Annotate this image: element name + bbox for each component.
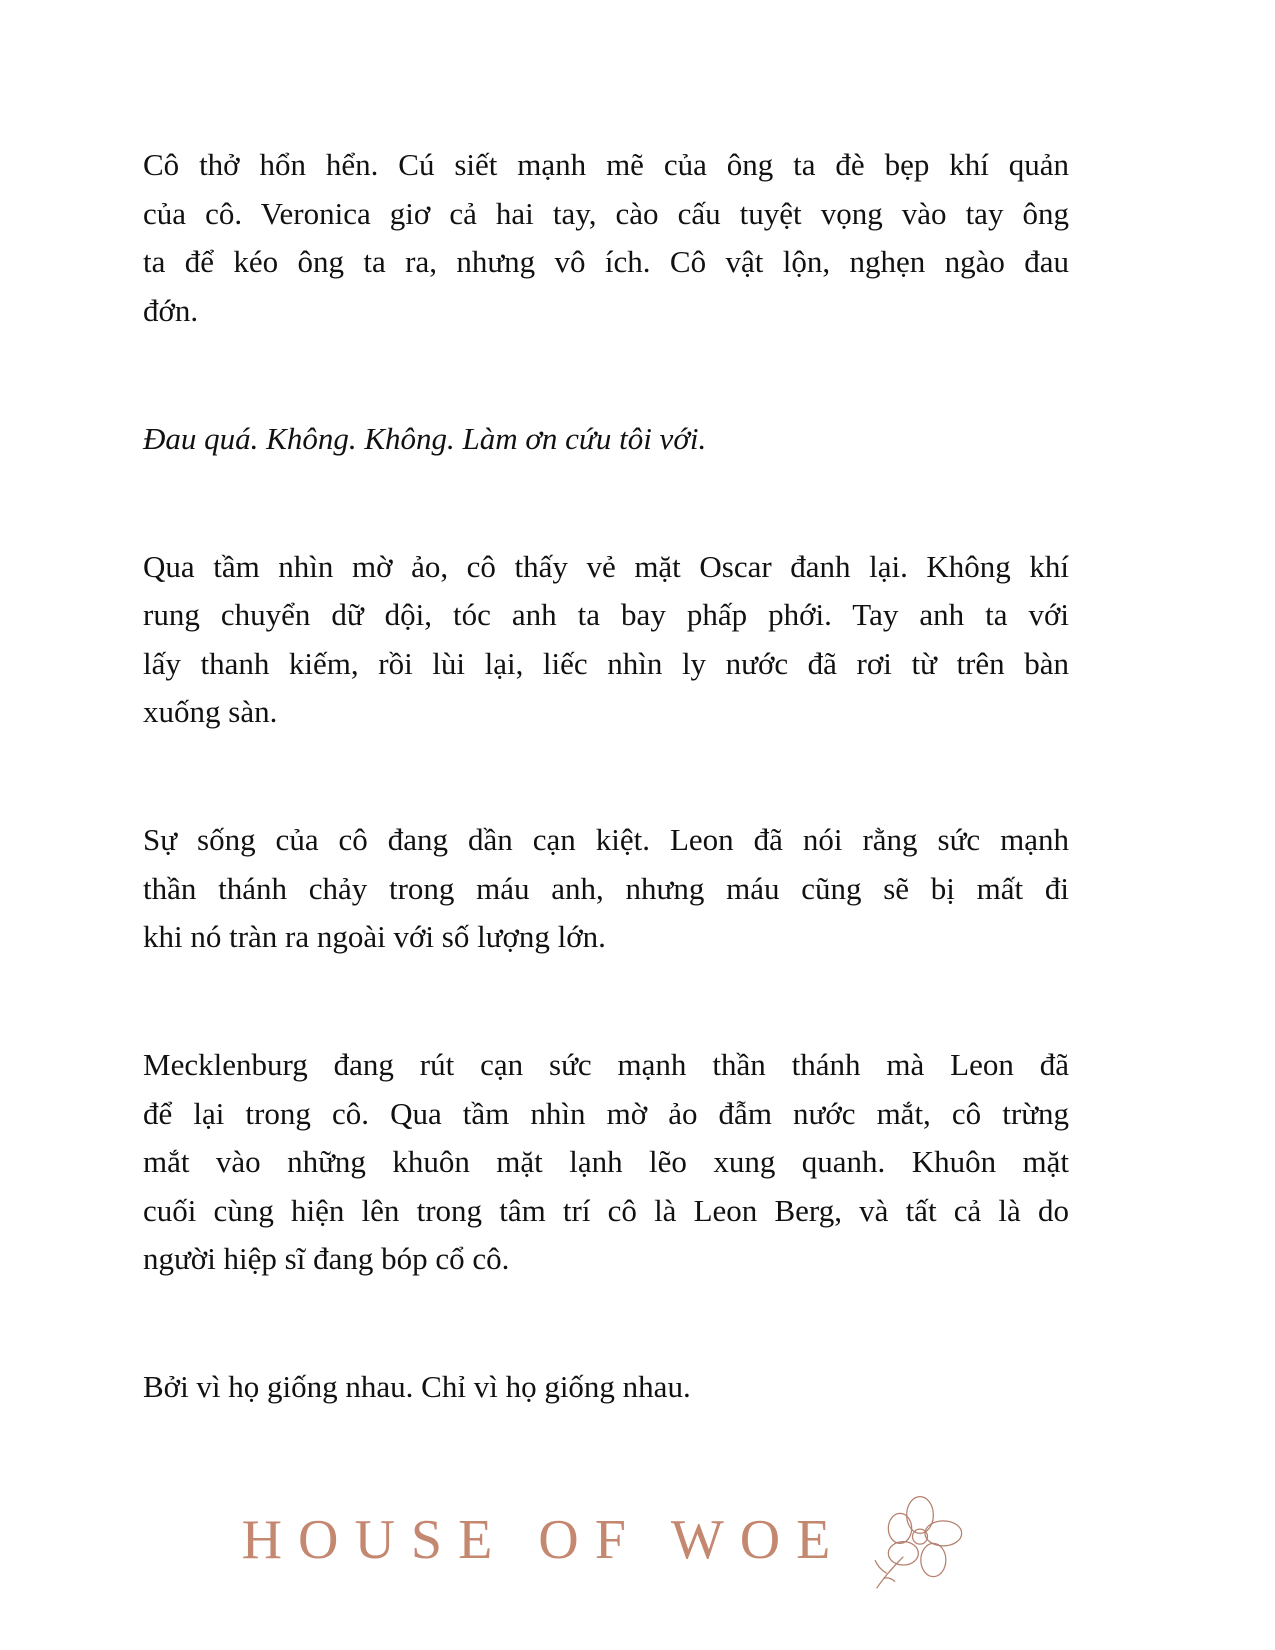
- paragraph-5: [143, 1041, 1069, 1284]
- watermark: [143, 1480, 1069, 1600]
- document-page: [143, 141, 1069, 1491]
- paragraph-3: [143, 543, 1069, 737]
- paragraph-4: [143, 816, 1069, 962]
- text-line: người hiệp sĩ đang bóp cổ cô.: [143, 1241, 510, 1276]
- text-line: Đau quá. Không. Không. Làm ơn cứu tôi với.: [143, 420, 707, 456]
- text-line: đớn.: [143, 292, 199, 328]
- text-line: cuối cùng hiện lên trong tâm trí cô là Leon Berg, và tất cả là do: [143, 1192, 1069, 1228]
- text-line: lấy thanh kiếm, rồi lùi lại, liếc nhìn ly nước đã rơi từ trên bàn: [143, 645, 1069, 681]
- text-line: thần thánh chảy trong máu anh, nhưng máu cũng sẽ bị mất đi: [143, 870, 1069, 906]
- text-line: khi nó tràn ra ngoài với số lượng lớn.: [143, 919, 606, 954]
- flower-watermark-icon: [870, 1490, 970, 1590]
- text-line: ta để kéo ông ta ra, nhưng vô ích. Cô vật lộn, nghẹn ngào đau: [143, 244, 1069, 279]
- watermark-text: HOUSE OF WOE: [241, 1509, 847, 1571]
- text-line: để lại trong cô. Qua tầm nhìn mờ ảo đẫm nước mắt, cô trừng: [143, 1095, 1069, 1131]
- text-line: mắt vào những khuôn mặt lạnh lẽo xung quanh. Khuôn mặt: [143, 1144, 1069, 1179]
- text-line: Cô thở hổn hển. Cú siết mạnh mẽ của ông ta đè bẹp khí quản: [143, 147, 1069, 182]
- text-line: Qua tầm nhìn mờ ảo, cô thấy vẻ mặt Oscar đanh lại. Không khí: [143, 548, 1069, 584]
- text-line: của cô. Veronica giơ cả hai tay, cào cấu tuyệt vọng vào tay ông: [143, 195, 1069, 231]
- paragraph-2-italic: [143, 415, 1069, 464]
- text-line: rung chuyển dữ dội, tóc anh ta bay phấp phới. Tay anh ta với: [143, 597, 1069, 632]
- paragraph-6: [143, 1363, 1069, 1412]
- text-line: Sự sống của cô đang dần cạn kiệt. Leon đã nói rằng sức mạnh: [143, 822, 1069, 857]
- text-line: Mecklenburg đang rút cạn sức mạnh thần thánh mà Leon đã: [143, 1047, 1069, 1082]
- text-line: xuống sàn.: [143, 694, 278, 729]
- paragraph-1: [143, 141, 1069, 335]
- text-line: Bởi vì họ giống nhau. Chỉ vì họ giống nhau.: [143, 1369, 691, 1404]
